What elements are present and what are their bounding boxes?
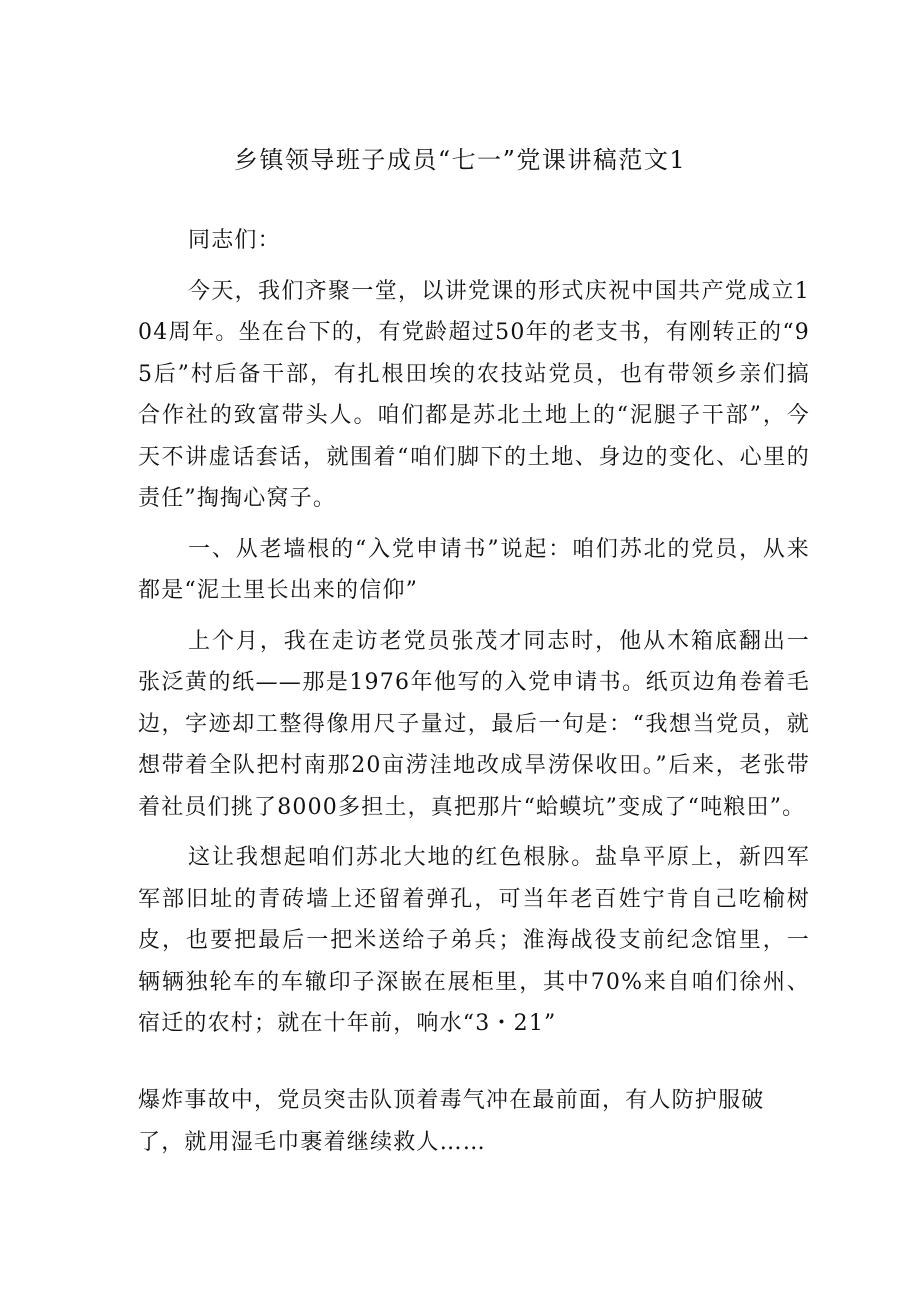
paragraph-red-roots: 这让我想起咱们苏北大地的红色根脉。盐阜平原上，新四军军部旧址的青砖墙上还留着弹孔，可当年老百姓宁肯自己吃榆树皮，也要把最后一把米送给子弟兵；淮海战役支前纪念馆里，一辆辆独轮车的车辙印子深嵌在展柜里，其中70%来自咱们徐州、宿迁的农村；就在十年前，响水“3・21” [138,845,810,1036]
document-title: 乡镇领导班子成员“七一”党课讲稿范文1 [233,146,687,174]
salutation: 同志们： [188,228,281,253]
document-body [138,220,810,1045]
paragraph-opening: 今天，我们齐聚一堂，以讲党课的形式庆祝中国共产党成立104周年。坐在台下的，有党龄超过50年的老支书，有刚转正的“95后”村后备干部，有扎根田埃的农技站党员，也有带领乡亲们搞合作社的致富带头人。咱们都是苏北土地上的“泥腿子干部”，今天不讲虚话套话，就围着“咱们脚下的土地、身边的变化、心里的责任”掏掏心窝子。 [138,278,810,511]
paragraph-zhang-maocai: 上个月，我在走访老党员张茂才同志时，他从木箱底翻出一张泛黄的纸——那是1976年他写的入党申请书。纸页边角卷着毛边，字迹却工整得像用尺子量过，最后一句是：“我想当党员，就想带着全队把村南那20亩涝洼地改成旱涝保收田。”后来，老张带着社员们挑了8000多担土，真把那片“蛤蟆坑”变成了“吨粮田”。 [138,628,810,820]
section-heading-1: 一、从老墙根的“入党申请书”说起：咱们苏北的党员，从来都是“泥土里长出来的信仰” [138,536,810,603]
paragraph-trailing: 爆炸事故中，党员突击队顶着毒气冲在最前面，有人防护服破了，就用湿毛巾裹着继续救人…… [138,1088,765,1155]
trailing-block [138,1080,810,1163]
